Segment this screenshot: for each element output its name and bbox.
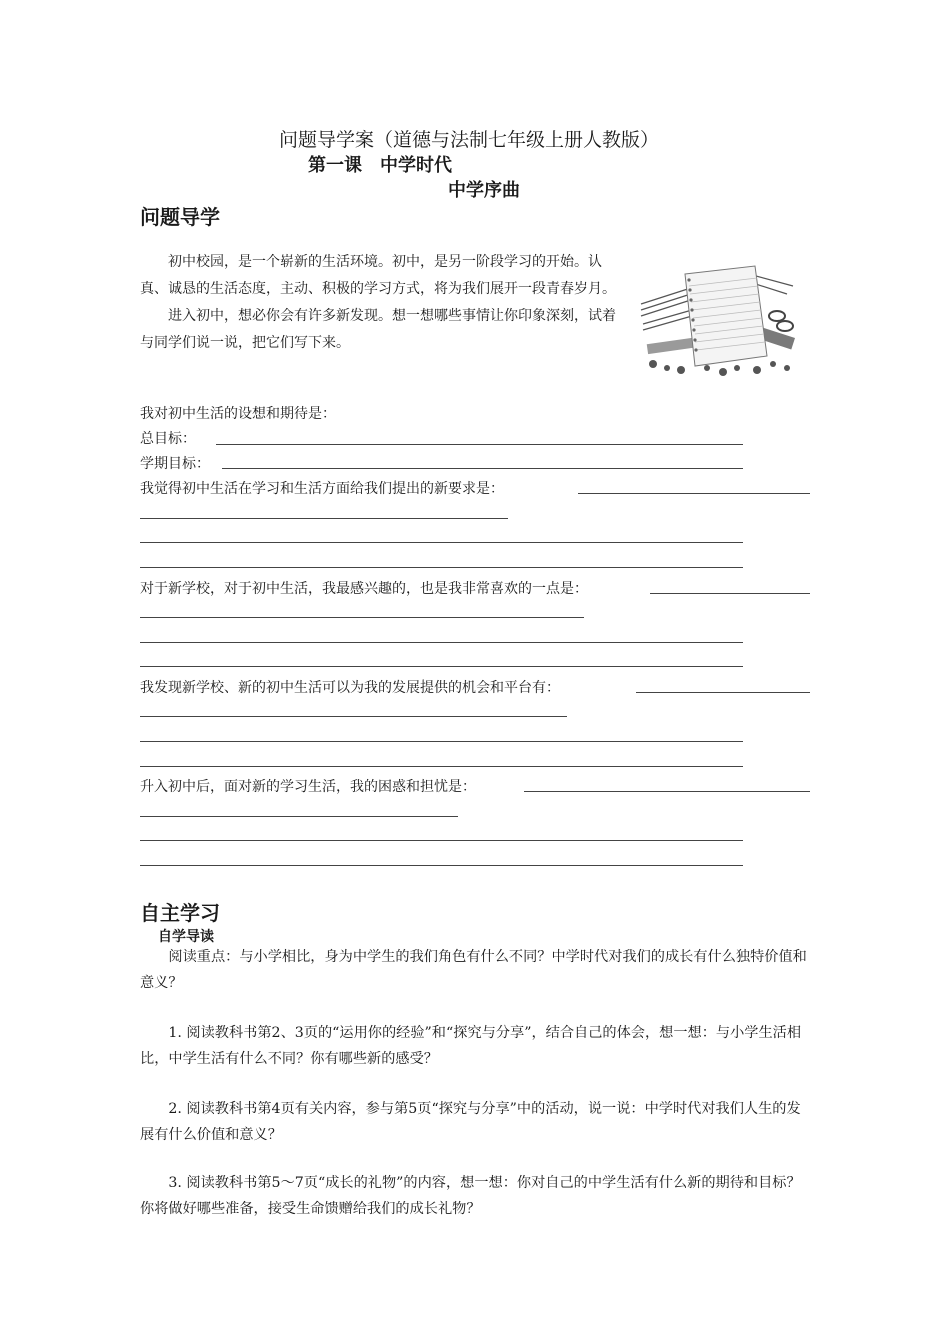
question-4-answer-line[interactable] <box>140 840 743 841</box>
question-3-answer-line[interactable] <box>140 766 743 767</box>
total-goal-answer-line[interactable] <box>216 444 743 445</box>
question-3-label: 我发现新学校、新的初中生活可以为我的发展提供的机会和平台有： <box>140 680 560 696</box>
reading-focus: 阅读重点：与小学相比，身为中学生的我们角色有什么不同？中学时代对我们的成长有什么独特价值和意义？ <box>140 949 807 991</box>
question-3-answer-line[interactable] <box>140 741 743 742</box>
document-title: 问题导学案（道德与法制七年级上册人教版） <box>279 129 660 151</box>
question-2-label: 对于新学校，对于初中生活，我最感兴趣的，也是我非常喜欢的一点是： <box>140 581 588 597</box>
question-1-answer-line[interactable] <box>140 542 743 543</box>
term-goal-label: 学期目标： <box>140 456 210 472</box>
section-title: 中学序曲 <box>448 180 520 201</box>
question-4-answer-line[interactable] <box>140 865 743 866</box>
question-4-answer-line[interactable] <box>524 791 810 792</box>
question-1-answer-line[interactable] <box>140 567 743 568</box>
term-goal-answer-line[interactable] <box>222 468 743 469</box>
question-1-answer-line[interactable] <box>140 518 508 519</box>
intro-paragraph-2: 进入初中，想必你会有许多新发现。想一想哪些事情让你印象深刻，试着与同学们说一说，把它们写下来。 <box>140 308 616 351</box>
question-1-label: 我觉得初中生活在学习和生活方面给我们提出的新要求是： <box>140 481 504 497</box>
intro-paragraph-1: 初中校园，是一个崭新的生活环境。初中，是另一阶段学习的开始。认真、诚恳的生活态度，主动、积极的学习方式，将为我们展开一段青春岁月。 <box>140 254 616 297</box>
question-3-answer-line[interactable] <box>140 716 567 717</box>
study-item-3: 3. 阅读教科书第5～7页“成长的礼物”的内容，想一想：你对自己的中学生活有什么新的期待和目标？你将做好哪些准备，接受生命馈赠给我们的成长礼物？ <box>140 1175 801 1217</box>
lesson-title: 第一课 中学时代 <box>308 155 452 176</box>
question-4-label: 升入初中后，面对新的学习生活，我的困惑和担忧是： <box>140 779 476 795</box>
guide-intro <box>140 249 626 357</box>
self-study-heading: 自主学习 <box>140 901 220 925</box>
question-2-answer-line[interactable] <box>650 593 810 594</box>
study-item-2: 2. 阅读教科书第4页有关内容，参与第5页“探究与分享”中的活动，说一说：中学时代对我们人生的发展有什么价值和意义？ <box>140 1101 801 1143</box>
question-3-answer-line[interactable] <box>636 692 810 693</box>
question-2-answer-line[interactable] <box>140 642 743 643</box>
total-goal-label: 总目标： <box>140 431 196 447</box>
expectation-label: 我对初中生活的设想和期待是： <box>140 406 336 422</box>
question-4-answer-line[interactable] <box>140 816 458 817</box>
question-2-answer-line[interactable] <box>140 617 584 618</box>
guide-heading: 问题导学 <box>140 205 220 229</box>
notebook-stationery-photo-icon <box>637 264 799 378</box>
question-1-answer-line[interactable] <box>578 493 810 494</box>
question-2-answer-line[interactable] <box>140 666 743 667</box>
self-study-subheading: 自学导读 <box>158 929 214 945</box>
study-item-1: 1. 阅读教科书第2、3页的“运用你的经验”和“探究与分享”，结合自己的体会，想一想：与小学生活相比，中学生活有什么不同？你有哪些新的感受？ <box>140 1025 802 1067</box>
